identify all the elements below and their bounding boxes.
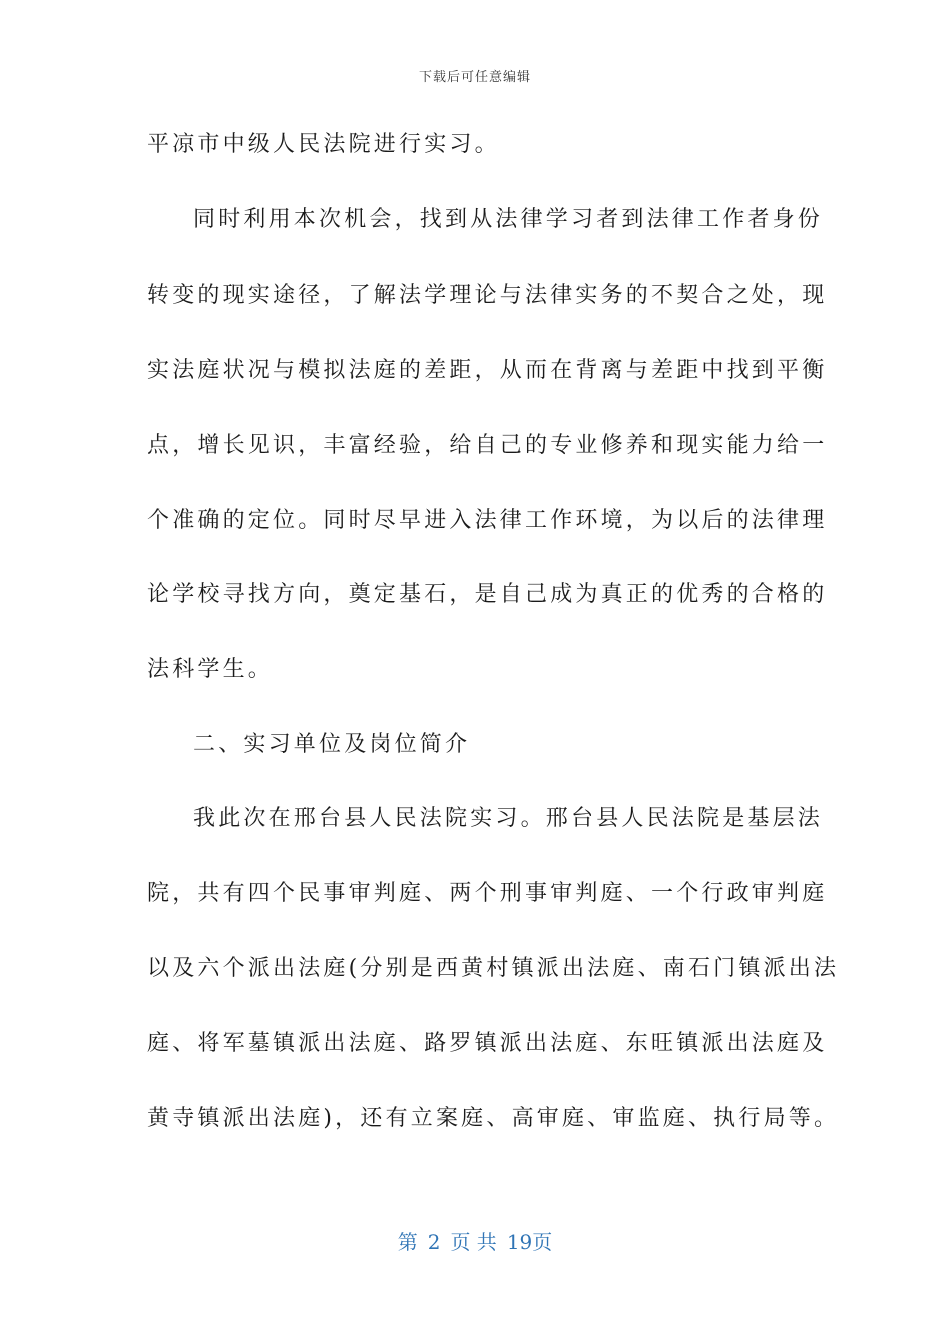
total-pages-number: 19: [506, 1230, 533, 1254]
footer-prefix: 第: [397, 1230, 418, 1254]
body-line: 平凉市中级人民法院进行实习。: [147, 132, 500, 157]
body-line: 点，增长见识，丰富经验，给自己的专业修养和现实能力给一: [147, 433, 828, 458]
body-line: 以及六个派出法庭(分别是西黄村镇派出法庭、南石门镇派出法: [147, 956, 840, 981]
page-header: 下载后可任意编辑: [418, 70, 531, 85]
footer-mid: 页 共: [450, 1230, 497, 1254]
body-line: 个准确的定位。同时尽早进入法律工作环境，为以后的法律理: [147, 508, 828, 533]
body-line: 院，共有四个民事审判庭、两个刑事审判庭、一个行政审判庭: [147, 881, 828, 906]
body-line: 法科学生。: [147, 657, 274, 682]
body-line: 论学校寻找方向，奠定基石，是自己成为真正的优秀的合格的: [147, 582, 828, 607]
body-line: 同时利用本次机会，找到从法律学习者到法律工作者身份: [193, 207, 824, 232]
body-line: 黄寺镇派出法庭)，还有立案庭、高审庭、审监庭、执行局等。: [147, 1106, 840, 1131]
body-line: 转变的现实途径，了解法学理论与法律实务的不契合之处，现: [147, 283, 828, 308]
current-page-number: 2: [427, 1230, 441, 1254]
body-line: 庭、将军墓镇派出法庭、路罗镇派出法庭、东旺镇派出法庭及: [147, 1031, 828, 1056]
page-footer: [0, 1226, 950, 1255]
body-line: 实法庭状况与模拟法庭的差距，从而在背离与差距中找到平衡: [147, 358, 828, 383]
section-heading: 二、实习单位及岗位简介: [193, 732, 471, 757]
body-line: 我此次在邢台县人民法院实习。邢台县人民法院是基层法: [193, 806, 824, 831]
footer-suffix: 页: [532, 1230, 553, 1254]
